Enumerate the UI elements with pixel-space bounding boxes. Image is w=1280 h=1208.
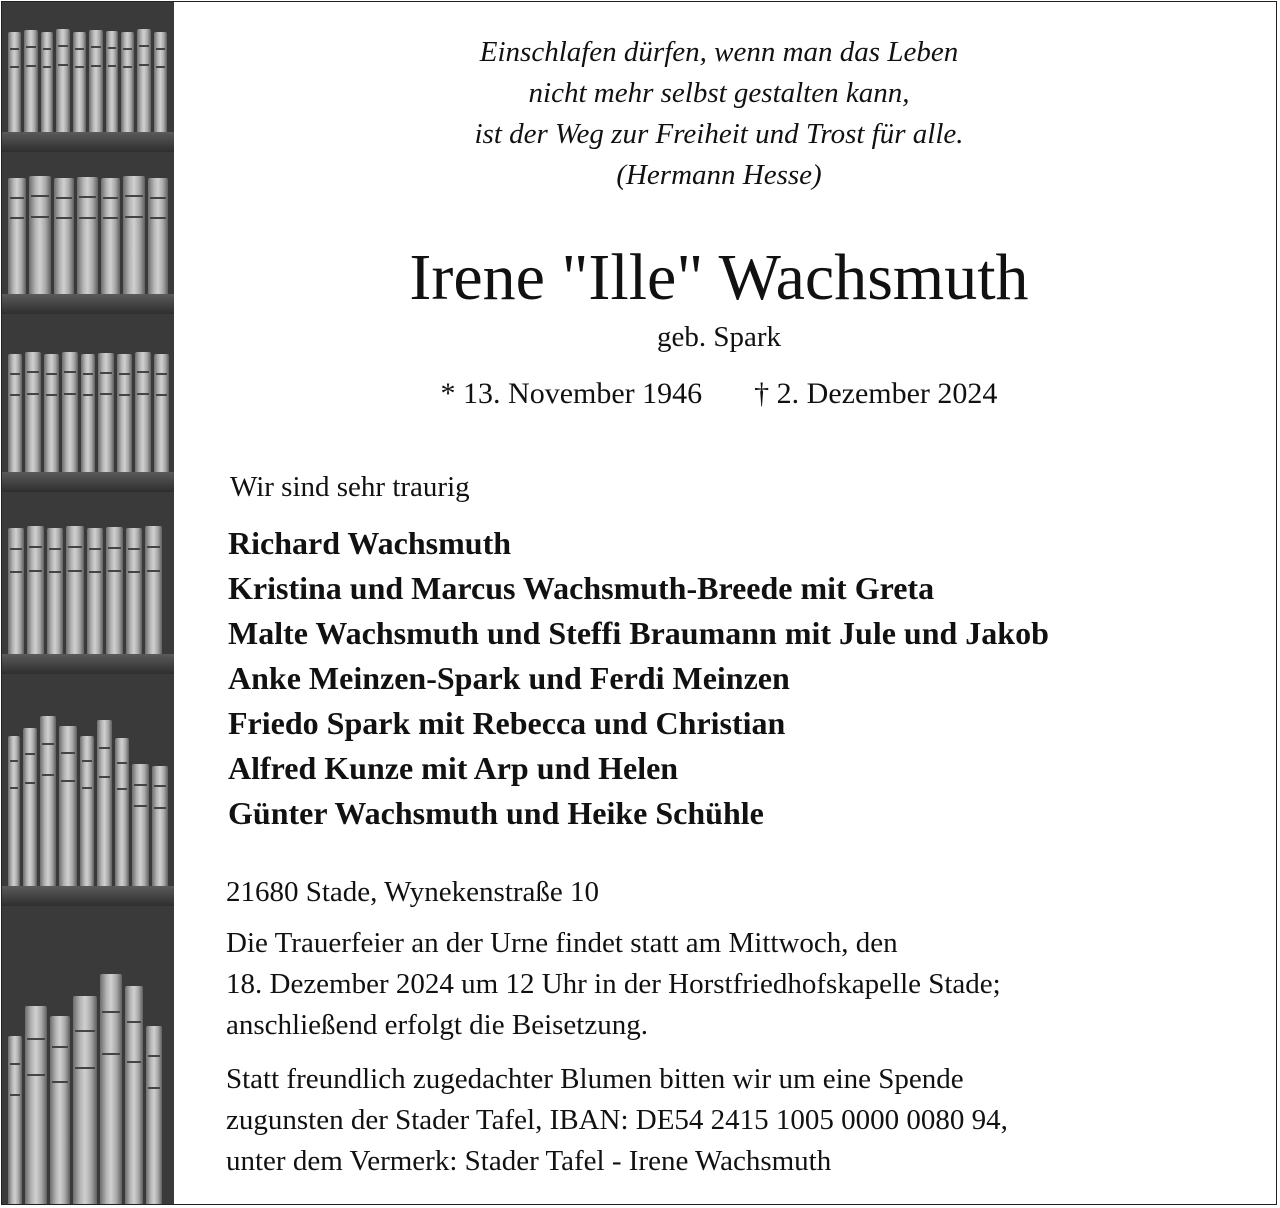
birth-name: geb. Spark (656, 321, 782, 353)
mourner-name: Anke Meinzen-Spark und Ferdi Meinzen (228, 660, 790, 696)
birth-date: * 13. November 1946 (440, 377, 703, 410)
donation-line: unter dem Vermerk: Stader Tafel - Irene Wachsmuth (226, 1145, 832, 1177)
quote-attribution: (Hermann Hesse) (616, 159, 822, 191)
bookshelf-image (2, 2, 174, 1205)
quote-line: ist der Weg zur Freiheit und Trost für alle. (474, 118, 964, 150)
mourners-list (228, 521, 1049, 836)
quote-line: Einschlafen dürfen, wenn man das Leben (479, 36, 959, 68)
mourner-name: Malte Wachsmuth und Steffi Braumann mit Jule und Jakob (228, 615, 1049, 651)
death-date: † 2. Dezember 2024 (754, 377, 998, 410)
ceremony-info (226, 923, 1001, 1046)
donation-line: zugunsten der Stader Tafel, IBAN: DE54 2415 1005 0000 0080 94, (226, 1104, 1008, 1136)
mourner-name: Friedo Spark mit Rebecca und Christian (228, 705, 786, 741)
mourner-name: Günter Wachsmuth und Heike Schühle (228, 795, 764, 831)
quote-line: nicht mehr selbst gestalten kann, (528, 77, 910, 109)
deceased-name: Irene "Ille" Wachsmuth (409, 241, 1029, 314)
ceremony-line: 18. Dezember 2024 um 12 Uhr in der Horstfriedhofskapelle Stade; (226, 968, 1001, 1000)
address: 21680 Stade, Wynekenstraße 10 (226, 876, 600, 908)
notice-content (174, 2, 1277, 1205)
obituary-notice (1, 1, 1277, 1205)
ceremony-line: anschließend erfolgt die Beisetzung. (226, 1009, 648, 1041)
hesse-quote (174, 32, 1264, 196)
mourner-name: Alfred Kunze mit Arp und Helen (228, 750, 679, 786)
donation-info (226, 1059, 1008, 1182)
mourner-name: Richard Wachsmuth (228, 525, 512, 561)
donation-line: Statt freundlich zugedachter Blumen bitten wir um eine Spende (226, 1063, 964, 1095)
mourner-name: Kristina und Marcus Wachsmuth-Breede mit Greta (228, 570, 935, 606)
life-dates (174, 374, 1264, 414)
ceremony-line: Die Trauerfeier an der Urne findet statt am Mittwoch, den (226, 927, 898, 959)
mourners-intro: Wir sind sehr traurig (230, 471, 470, 503)
